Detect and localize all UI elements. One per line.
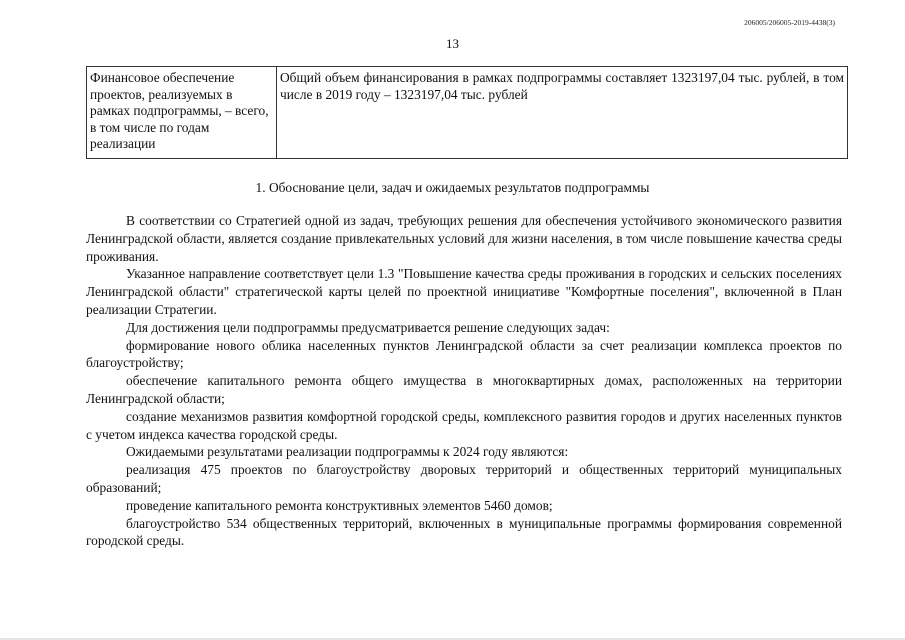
list-item: реализация 475 проектов по благоустройству дворовых территорий и общественных территорий муниципальных образований; — [86, 462, 842, 495]
list-item: формирование нового облика населенных пунктов Ленинградской области за счет реализации комплекса проектов по благоустройству; — [86, 337, 842, 371]
finance-table — [86, 66, 848, 159]
document-id: 206005/206005-2019-4438(3) — [744, 18, 835, 27]
paragraph: В соответствии со Стратегией одной из задач, требующих решения для обеспечения устойчивого экономического развития Ленинградской области, является создание привлекательных условий для жизни населения, в том числе повышение качества среды проживания. — [86, 213, 842, 264]
page-number: 13 — [446, 36, 459, 51]
list-item: проведение капитального ремонта конструктивных элементов 5460 домов; — [126, 497, 553, 513]
section-heading: 1. Обоснование цели, задач и ожидаемых результатов подпрограммы — [255, 180, 650, 195]
list-item: благоустройство 534 общественных территорий, включенных в муниципальные программы формирования современной городской среды. — [86, 515, 842, 549]
paragraph: Указанное направление соответствует цели 1.3 "Повышение качества среды проживания в городских и сельских поселениях Ленинградской области" стратегической карты целей по проектной инициативе "Комфортные поселения", включенной в План реализации Стратегии. — [86, 266, 842, 317]
list-item: создание механизмов развития комфортной городской среды, комплексного развития городов и других населенных пунктов с учетом индекса качества городской среды. — [86, 408, 842, 442]
paragraph: Для достижения цели подпрограммы предусматривается решение следующих задач: — [126, 319, 610, 335]
paragraph: Ожидаемыми результатами реализации подпрограммы к 2024 году являются: — [126, 444, 569, 460]
finance-value-cell: Общий объем финансирования в рамках подпрограммы составляет 1323197,04 тыс. рублей, в том числе в 2019 году – 1323197,04 тыс. рублей — [277, 67, 848, 159]
finance-label-cell: Финансовое обеспечение проектов, реализуемых в рамках подпрограммы, – всего, в том числе по годам реализации — [87, 67, 277, 159]
list-item: обеспечение капитального ремонта общего имущества в многоквартирных домах, расположенных на территории Ленинградской области; — [86, 373, 842, 406]
table-row — [87, 67, 848, 159]
body-text — [86, 212, 842, 550]
